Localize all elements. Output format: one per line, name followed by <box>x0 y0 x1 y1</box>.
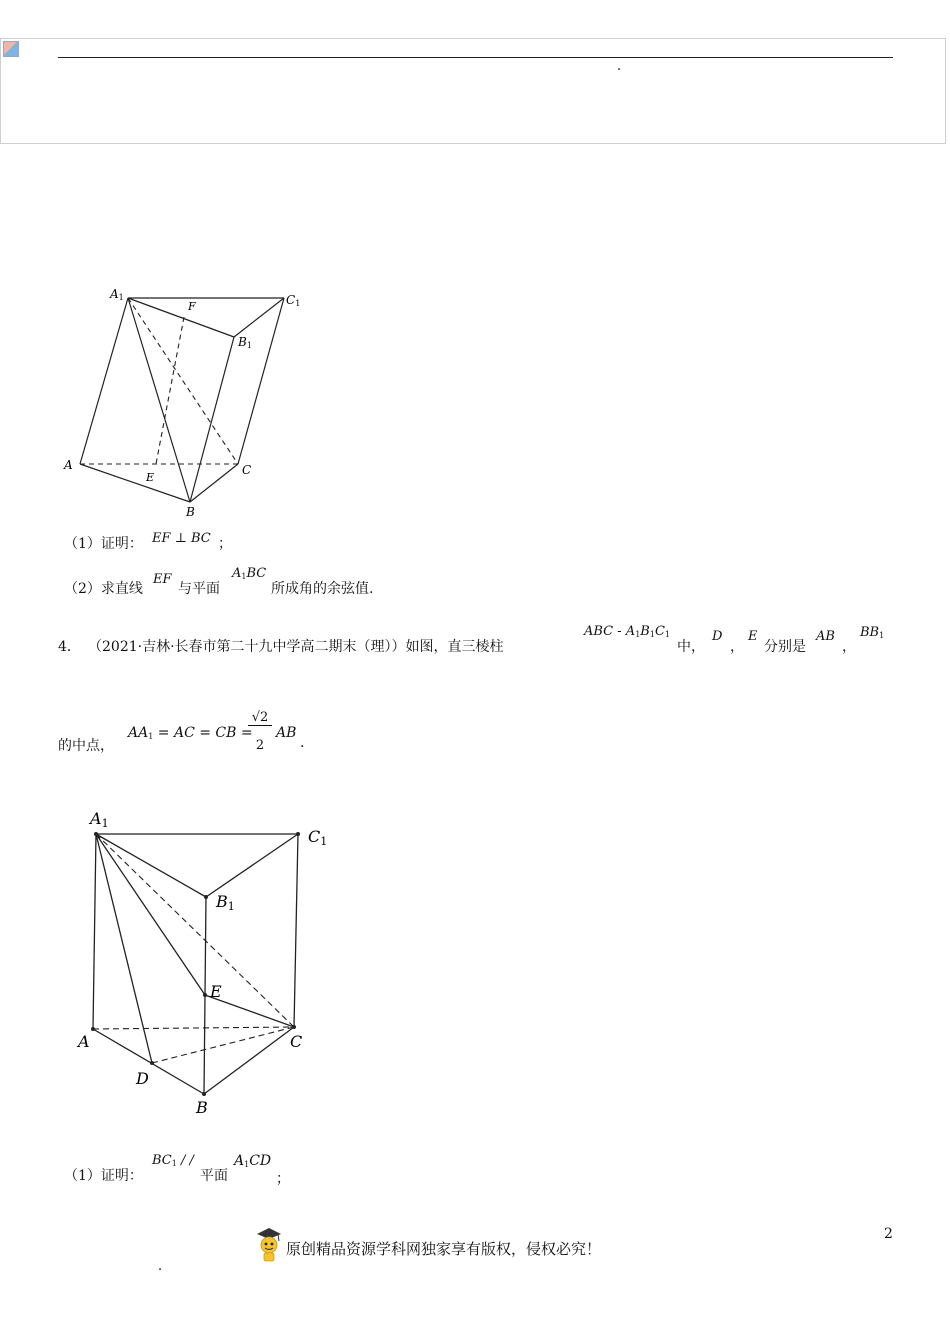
q3-part2-prefix: （2）求直线 <box>64 581 143 597</box>
broken-image-icon <box>3 41 19 57</box>
q3-label-E: E <box>146 471 155 484</box>
q4-line2-prefix: 的中点， <box>58 738 114 754</box>
q3-part2-math1: EF <box>153 572 172 587</box>
q4-label-A: A <box>78 1032 90 1051</box>
page-number: 2 <box>884 1226 893 1242</box>
q4-label-A1: A1 <box>90 809 109 830</box>
q4-D: D <box>712 629 723 644</box>
q4-number: 4． <box>58 639 81 655</box>
q3-part1-math: EF ⊥ BC <box>152 531 211 546</box>
q4-part1-mid: 平面 <box>200 1168 228 1184</box>
page-header <box>0 38 946 144</box>
q4-equation-AB: AB <box>276 725 297 741</box>
q4-fenbie: 分别是 <box>764 639 806 655</box>
q4-label-B: B <box>196 1098 208 1117</box>
footer-mark: • <box>158 1266 163 1274</box>
q4-label-C1: C1 <box>308 827 328 848</box>
q4-label-C: C <box>290 1032 303 1051</box>
q4-E: E <box>748 629 758 644</box>
q4-part1-math: $BC_1$ / / <box>152 1153 194 1168</box>
q4-prism-name: ABC - $A_1B_1C_1$ <box>584 624 670 639</box>
mascot-logo-icon <box>254 1228 284 1264</box>
q4-comma2: ， <box>842 639 856 655</box>
q3-label-B: B <box>186 505 195 519</box>
q4-prism-figure <box>72 800 342 1120</box>
header-mark: • <box>617 66 622 74</box>
q3-part1-prefix: （1）证明： <box>64 536 143 552</box>
q3-part2-mid: 与平面 <box>178 581 220 597</box>
header-divider <box>58 57 893 58</box>
q4-period: . <box>300 735 305 751</box>
q4-equation: $AA_1$ = AC = CB = <box>128 725 253 741</box>
q3-label-A: A <box>64 458 73 472</box>
q3-label-A1: A1 <box>110 287 124 302</box>
q4-BB1: $BB_1$ <box>860 625 885 640</box>
q4-fraction-num: √2 <box>248 710 272 726</box>
q4-label-E: E <box>210 982 222 1001</box>
q4-label-B1: B1 <box>216 892 235 913</box>
q4-source: （2021·吉林·长春市第二十九中学高二期末（理））如图，直三棱柱 <box>88 639 504 655</box>
q3-label-F: F <box>188 300 196 313</box>
q4-comma1: ， <box>730 639 744 655</box>
q4-label-D: D <box>136 1069 149 1088</box>
q4-part1-math2: $A_1CD$ <box>234 1153 272 1169</box>
q3-label-B1: B1 <box>238 335 252 350</box>
q3-part2-math2: $A_1BC$ <box>232 566 267 581</box>
copyright-footer: 原创精品资源学科网独家享有版权，侵权必究！ <box>286 1240 602 1258</box>
q3-label-C1: C1 <box>286 293 301 308</box>
q4-part1-prefix: （1）证明： <box>64 1168 143 1184</box>
q4-fraction-den: 2 <box>255 738 265 753</box>
q4-AB: AB <box>816 629 835 644</box>
q3-part1-suffix: ； <box>218 536 232 552</box>
q3-part2-suffix: 所成角的余弦值. <box>271 581 374 597</box>
q4-part1-suffix: ； <box>276 1171 290 1187</box>
q3-label-C: C <box>242 463 252 477</box>
q4-zhong: 中， <box>677 639 705 655</box>
q3-prism-figure <box>58 284 318 520</box>
